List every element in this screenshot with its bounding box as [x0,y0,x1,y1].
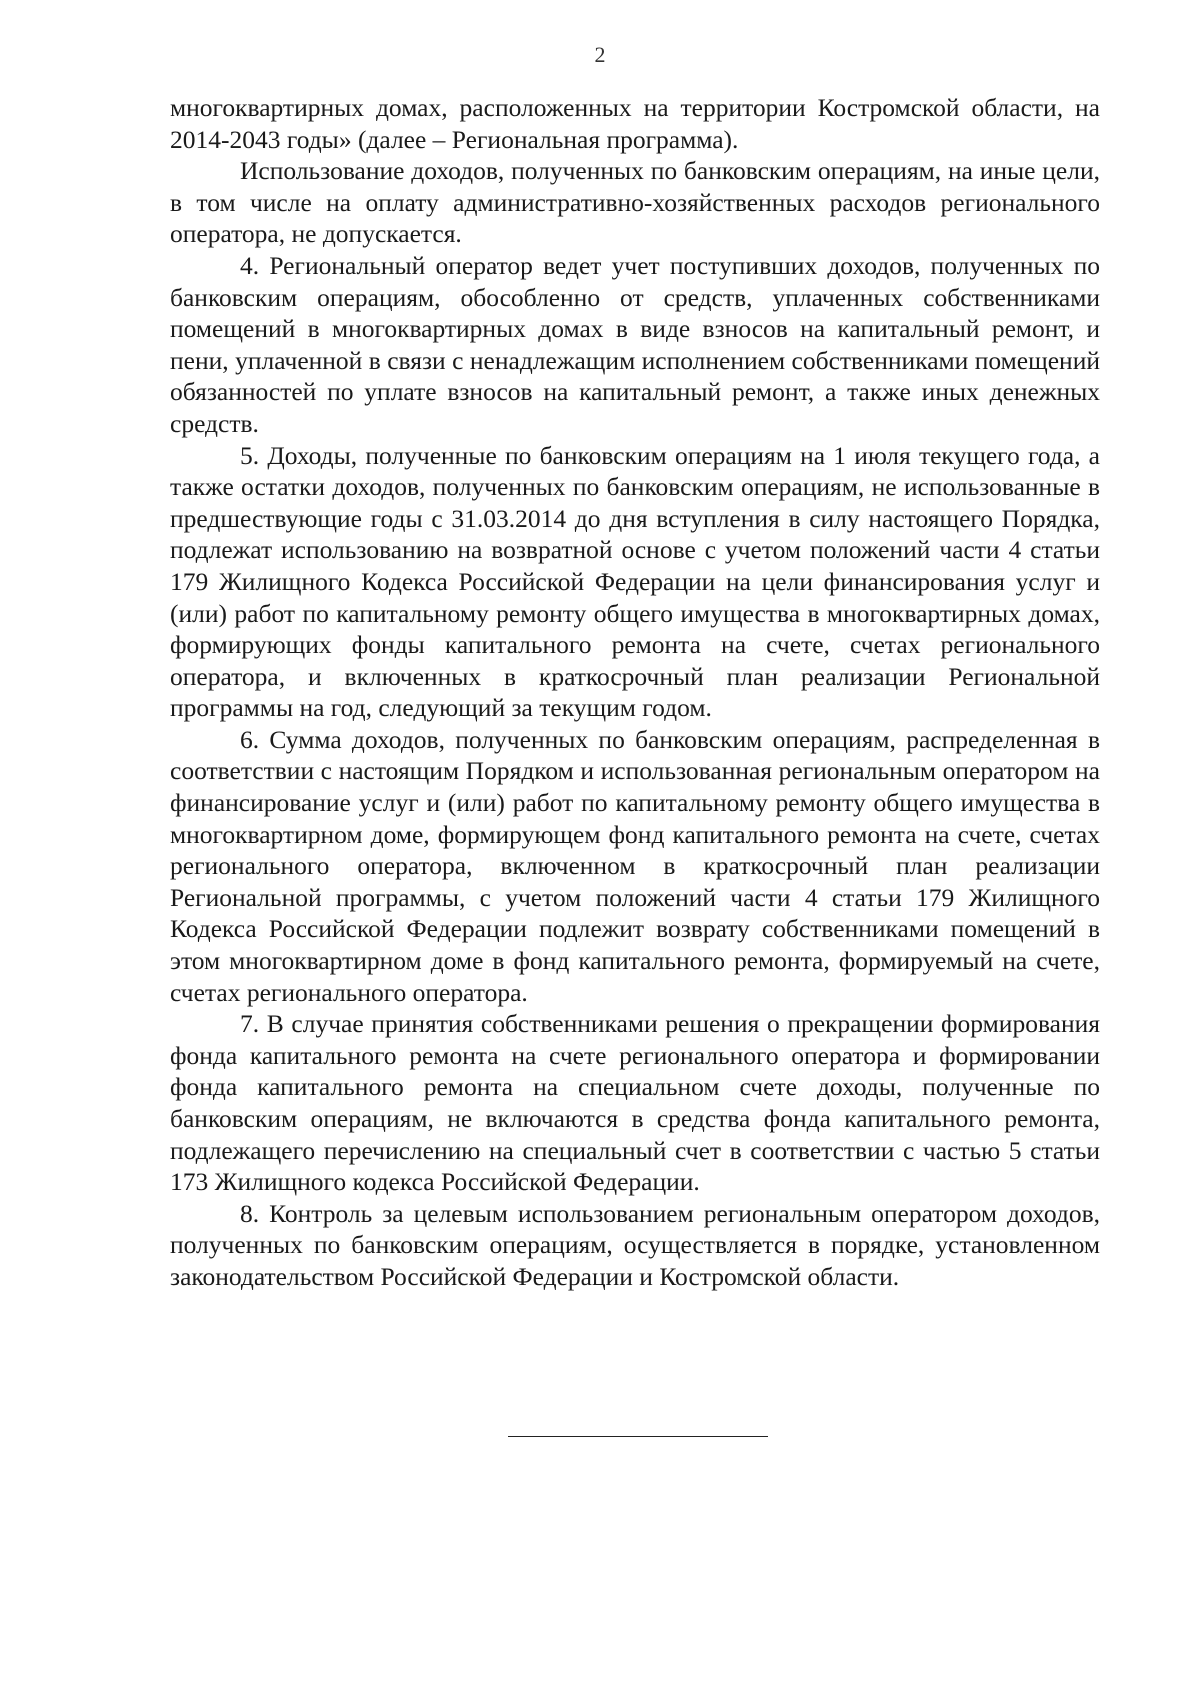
end-of-document-rule [508,1436,768,1437]
paragraph-6: 6. Сумма доходов, полученных по банковским операциям, распределенная в соответствии с настоящим Порядком и использованная региональным оператором на финансирование услуг и (или) работ по капитальному ремонту общего имущества в многоквартирном доме, формирующем фонд капитального ремонта на счете, счетах регионального оператора, включенном в краткосрочный план реализации Региональной программы, с учетом положений части 4 статьи 179 Жилищного Кодекса Российской Федерации подлежит возврату собственниками помещений в этом многоквартирном доме в фонд капитального ремонта, формируемый на счете, счетах регионального оператора. [170,724,1100,1007]
paragraph-5: 5. Доходы, полученные по банковским операциям на 1 июля текущего года, а также остатки доходов, полученных по банковским операциям, не использованные в предшествующие годы с 31.03.2014 до дня вступления в силу настоящего Порядка, подлежат использованию на возвратной основе с учетом положений части 4 статьи 179 Жилищного Кодекса Российской Федерации на цели финансирования услуг и (или) работ по капитальному ремонту общего имущества в многоквартирных домах, формирующих фонды капитального ремонта на счете, счетах регионального оператора, и включенных в краткосрочный план реализации Региональной программы на год, следующий за текущим годом. [170,440,1100,723]
document-body [170,92,1100,1293]
paragraph-4: 4. Региональный оператор ведет учет поступивших доходов, полученных по банковским операциям, обособленно от средств, уплаченных собственниками помещений в многоквартирных домах в виде взносов на капитальный ремонт, и пени, уплаченной в связи с ненадлежащим исполнением собственниками помещений обязанностей по уплате взносов на капитальный ремонт, а также иных денежных средств. [170,250,1100,438]
paragraph-8: 8. Контроль за целевым использованием региональным оператором доходов, полученных по банковским операциям, осуществляется в порядке, установленном законодательством Российской Федерации и Костромской области. [170,1198,1100,1291]
paragraph-7: 7. В случае принятия собственниками решения о прекращении формирования фонда капитального ремонта на счете регионального оператора и формировании фонда капитального ремонта на специальном счете доходы, полученные по банковским операциям, не включаются в средства фонда капитального ремонта, подлежащего перечислению на специальный счет в соответствии с частью 5 статьи 173 Жилищного кодекса Российской Федерации. [170,1009,1100,1197]
page-number: 2 [594,42,606,67]
paragraph-income-use-restriction: Использование доходов, полученных по банковским операциям, на иные цели, в том числе на оплату административно-хозяйственных расходов регионального оператора, не допускается. [170,156,1100,249]
paragraph-continuation: многоквартирных домах, расположенных на территории Костромской области, на 2014-2043 годы» (далее – Региональная программа). [170,93,1100,154]
